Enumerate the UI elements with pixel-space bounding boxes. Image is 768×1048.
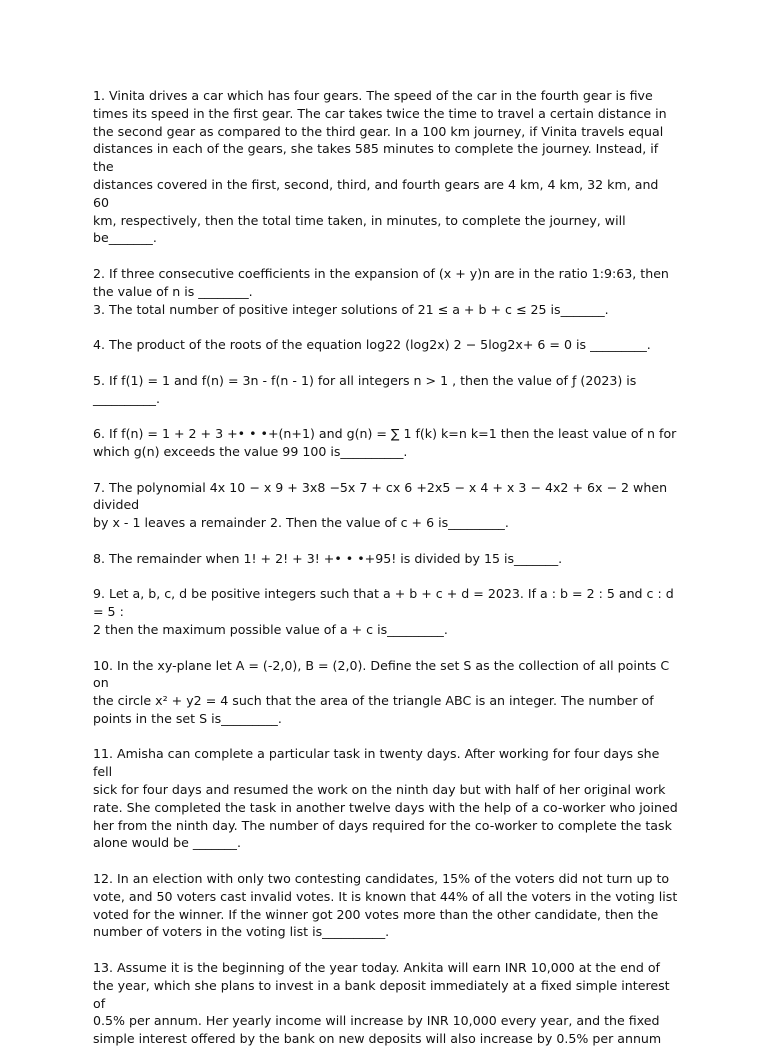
question-line: rate. She completed the task in another twelve days with the help of a co-worker who joined [93, 799, 678, 815]
paragraph-gap [93, 318, 678, 336]
question-5 [93, 372, 678, 408]
question-8 [93, 550, 678, 568]
question-line: 1. Vinita drives a car which has four gears. The speed of the car in the fourth gear is five [93, 88, 653, 103]
question-line: the year, which she plans to invest in a bank deposit immediately at a fixed simple interest of [93, 977, 670, 1011]
question-line: vote, and 50 voters cast invalid votes. It is known that 44% of all the voters in the voting list [93, 888, 678, 904]
question-11 [93, 745, 678, 852]
question-line: distances in each of the gears, she takes 585 minutes to complete the journey. Instead, if the [93, 141, 659, 175]
question-7 [93, 479, 678, 532]
question-line: 13. Assume it is the beginning of the year today. Ankita will earn INR 10,000 at the end of [93, 960, 660, 976]
question-line: 8. The remainder when 1! + 2! + 3! +• • •+95! is divided by 15 is_______. [93, 550, 563, 566]
question-line: 0.5% per annum. Her yearly income will increase by INR 10,000 every year, and the fixed [93, 1013, 660, 1029]
paragraph-gap [93, 354, 678, 372]
question-line: voted for the winner. If the winner got 200 votes more than the other candidate, then the [93, 906, 659, 922]
question-line: her from the ninth day. The number of days required for the co-worker to complete the task [93, 817, 672, 833]
question-4 [93, 336, 678, 354]
paragraph-gap [93, 728, 678, 746]
question-line: simple interest offered by the bank on new deposits will also increase by 0.5% per annum [93, 1031, 662, 1047]
question-line: times its speed in the first gear. The car takes twice the time to travel a certain distance in [93, 105, 667, 121]
question-line: 2. If three consecutive coefficients in the expansion of (x + y)n are in the ratio 1:9:63, then [93, 265, 669, 281]
question-line: 11. Amisha can complete a particular task in twenty days. After working for four days she fell [93, 746, 660, 780]
question-9 [93, 585, 678, 638]
paragraph-gap [93, 247, 678, 265]
question-line: number of voters in the voting list is__________. [93, 924, 390, 940]
question-12 [93, 870, 678, 941]
paragraph-gap [93, 532, 678, 550]
question-1 [93, 87, 678, 247]
paragraph-gap [93, 639, 678, 657]
question-line: 10. In the xy-plane let A = (-2,0), B = (2,0). Define the set S as the collection of all points C on [93, 657, 670, 691]
paragraph-gap [93, 407, 678, 425]
question-13 [93, 959, 678, 1048]
paragraph-gap [93, 568, 678, 586]
question-line: points in the set S is_________. [93, 710, 282, 726]
question-line: 5. If f(1) = 1 and f(n) = 3n - f(n - 1) for all integers n > 1 , then the value of ƒ (2023) is [93, 372, 637, 388]
question-10 [93, 657, 678, 728]
question-line: 4. The product of the roots of the equation log22 (log2x) 2 − 5log2x+ 6 = 0 is _________. [93, 337, 651, 353]
question-2-3 [93, 265, 678, 318]
question-line: which g(n) exceeds the value 99 100 is__________. [93, 443, 408, 459]
question-6 [93, 425, 678, 461]
question-line: be_______. [93, 230, 157, 246]
document-page [93, 87, 678, 1048]
question-line: 9. Let a, b, c, d be positive integers such that a + b + c + d = 2023. If a : b = 2 : 5 and c : d = 5 : [93, 586, 674, 620]
paragraph-gap [93, 941, 678, 959]
question-line: distances covered in the first, second, third, and fourth gears are 4 km, 4 km, 32 km, and 60 [93, 176, 659, 210]
question-line: __________. [93, 390, 160, 406]
question-line: the second gear as compared to the third gear. In a 100 km journey, if Vinita travels equal [93, 123, 664, 139]
question-line: km, respectively, then the total time taken, in minutes, to complete the journey, will [93, 212, 626, 228]
question-line: 2 then the maximum possible value of a + c is_________. [93, 621, 448, 637]
question-line: 7. The polynomial 4x 10 − x 9 + 3x8 −5x 7 + cx 6 +2x5 − x 4 + x 3 − 4x2 + 6x − 2 when divided [93, 479, 668, 513]
question-line: 3. The total number of positive integer solutions of 21 ≤ a + b + c ≤ 25 is_______. [93, 301, 609, 317]
question-line: the value of n is ________. [93, 283, 253, 299]
question-line: the circle x² + y2 = 4 such that the area of the triangle ABC is an integer. The number of [93, 693, 654, 709]
question-line: alone would be _______. [93, 835, 241, 851]
question-line: sick for four days and resumed the work on the ninth day but with half of her original work [93, 782, 666, 798]
question-line: 12. In an election with only two contesting candidates, 15% of the voters did not turn up to [93, 871, 670, 887]
paragraph-gap [93, 461, 678, 479]
question-line: 6. If f(n) = 1 + 2 + 3 +• • •+(n+1) and g(n) = ∑ 1 f(k) k=n k=1 then the least value of n for [93, 426, 677, 442]
paragraph-gap [93, 852, 678, 870]
question-line: by x - 1 leaves a remainder 2. Then the value of c + 6 is_________. [93, 515, 509, 531]
